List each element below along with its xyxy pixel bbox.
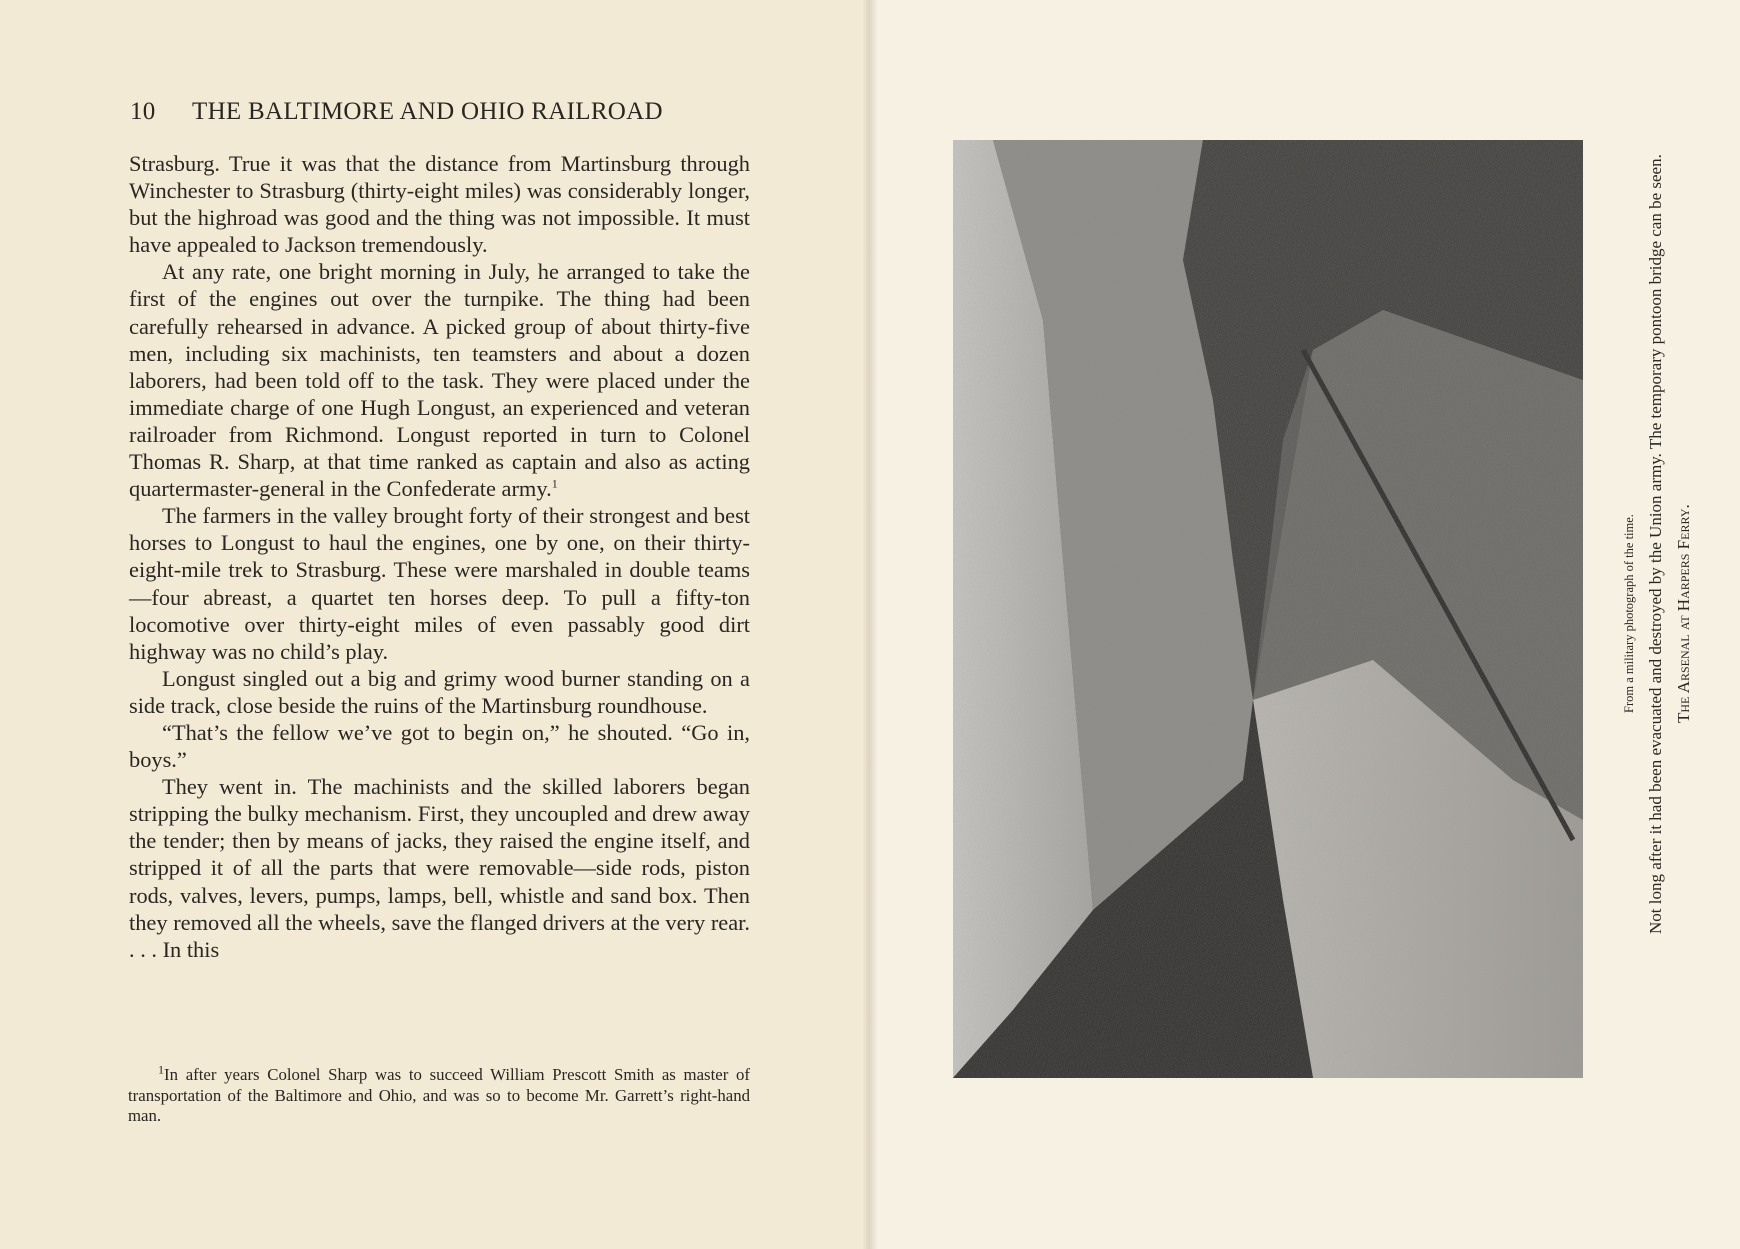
caption-title-text: The Arsenal at Harpers Ferry.: [1674, 504, 1693, 724]
photo-grain: [953, 140, 1583, 1078]
footnote-text: In after years Colonel Sharp was to succeed William Prescott Smith as master of transportation of the Baltimore and Ohio, and was so to become Mr. Garrett’s right-hand man.: [128, 1065, 750, 1125]
paragraph: Longust singled out a big and grimy wood burner standing on a side track, close beside the ruins of the Martinsburg roundhouse.: [129, 665, 750, 718]
caption-title: [1674, 154, 1694, 1074]
photo-halftone: [953, 140, 1583, 1078]
page-number: 10: [130, 98, 156, 125]
paragraph: “That’s the fellow we’ve got to begin on,” he shouted. “Go in, boys.”: [129, 719, 750, 773]
paragraph-with-note: [129, 258, 750, 502]
footnote-reference: 1: [551, 476, 558, 491]
footnote: [128, 1062, 750, 1127]
paragraph: They went in. The machinists and the skilled laborers began stripping the bulky mechanism. First, they uncoupled and drew away the tender; then by means of jacks, they raised the engine itself, and stripped it of all the parts that were removable—side rods, piston rods, valves, levers, pumps, lamps, bell, whistle and sand box. Then they removed all the wheels, save the flanged drivers at the very rear. . . . In this: [129, 774, 750, 962]
footnote-marker: 1: [158, 1062, 164, 1077]
caption-text: [1646, 154, 1666, 1074]
running-header: [130, 98, 750, 126]
photo-credit-text: From a military photograph of the time.: [1622, 514, 1636, 714]
paragraph: The farmers in the valley brought forty of their strongest and best horses to Longust to haul the engines, one by one, on their thirty-eight-mile trek to Strasburg. These were marshaled in double teams—four abreast, a quartet ten horses deep. To pull a fifty-ton locomotive over thirty-eight miles of even passably good dirt highway was no child’s play.: [129, 503, 750, 664]
paragraph: Strasburg. True it was that the distance from Martinsburg through Winchester to Strasburg (thirty-eight miles) was considerably longer, but the highroad was good and the thing was not impossible. It must have appealed to Jackson tremendously.: [129, 151, 750, 258]
paragraph-text: At any rate, one bright morning in July, he arranged to take the first of the engines out over the turnpike. The thing had been carefully rehearsed in advance. A picked group of about thirty-five men, including six machinists, ten teamsters and about a dozen laborers, had been told off to the task. They were placed under the immediate charge of one Hugh Longust, an experienced and veteran railroader from Richmond. Longust reported in turn to Colonel Thomas R. Sharp, at that time ranked as captain and also as acting quartermaster-general in the Confederate army.: [129, 259, 750, 502]
running-title: THE BALTIMORE AND OHIO RAILROAD: [192, 98, 663, 125]
harpers-ferry-photograph: [953, 140, 1583, 1078]
photo-credit: [1622, 154, 1637, 1074]
caption-body-text: Not long after it had been evacuated and destroyed by the Union army. The temporary pontoon bridge can be seen.: [1646, 154, 1665, 934]
body-text: [129, 150, 750, 963]
book-gutter: [862, 0, 878, 1249]
plate-caption: [1604, 154, 1704, 1074]
